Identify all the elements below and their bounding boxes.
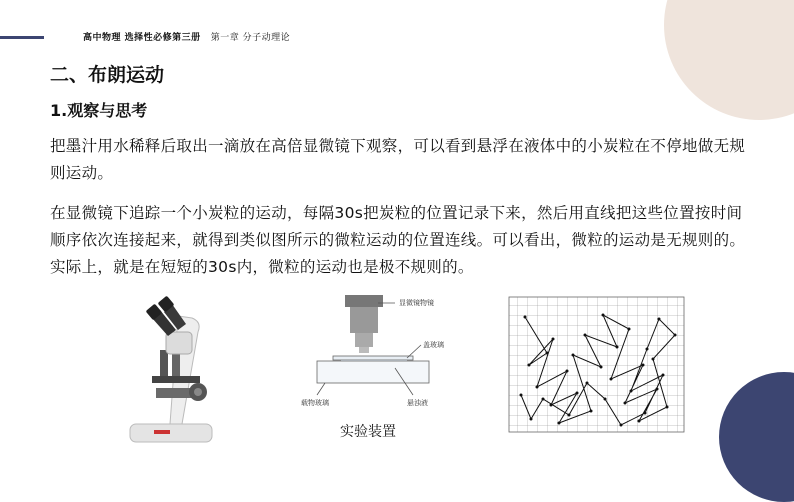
label-slide: 载物玻璃	[301, 399, 329, 407]
header-chapter: 第一章 分子动理论	[210, 33, 291, 43]
header-accent-bar	[0, 36, 44, 39]
paragraph-observation: 把墨汁用水稀释后取出一滴放在高倍显微镜下观察，可以看到悬浮在液体中的小炭粒在不停地做无规则运动。	[50, 137, 746, 182]
apparatus-diagram	[295, 295, 480, 420]
brownian-trace-diagram	[507, 295, 687, 435]
label-cover-glass: 盖玻璃	[423, 341, 444, 349]
label-suspension: 悬浊液	[407, 399, 428, 407]
decorative-circle-top-right	[664, 0, 794, 120]
subsection-title: 1.观察与思考	[50, 101, 148, 120]
figure-caption: 实验装置	[340, 424, 396, 440]
label-objective: 显微镜物镜	[399, 299, 434, 307]
decorative-circle-bottom-right	[719, 372, 794, 502]
section-title: 二、布朗运动	[50, 64, 165, 86]
microscope-image	[112, 292, 222, 447]
paragraph-tracking: 在显微镜下追踪一个小炭粒的运动，每隔30s把炭粒的位置记录下来，然后用直线把这些位置按时间顺序依次连接起来，就得到类似图所示的微粒运动的位置连线。可以看出，微粒的运动是无规则的。实际上，就是在短短的30s内，微粒的运动也是极不规则的。	[50, 204, 746, 276]
slide-header	[83, 30, 290, 43]
header-book: 高中物理 选择性必修第三册	[83, 33, 201, 43]
